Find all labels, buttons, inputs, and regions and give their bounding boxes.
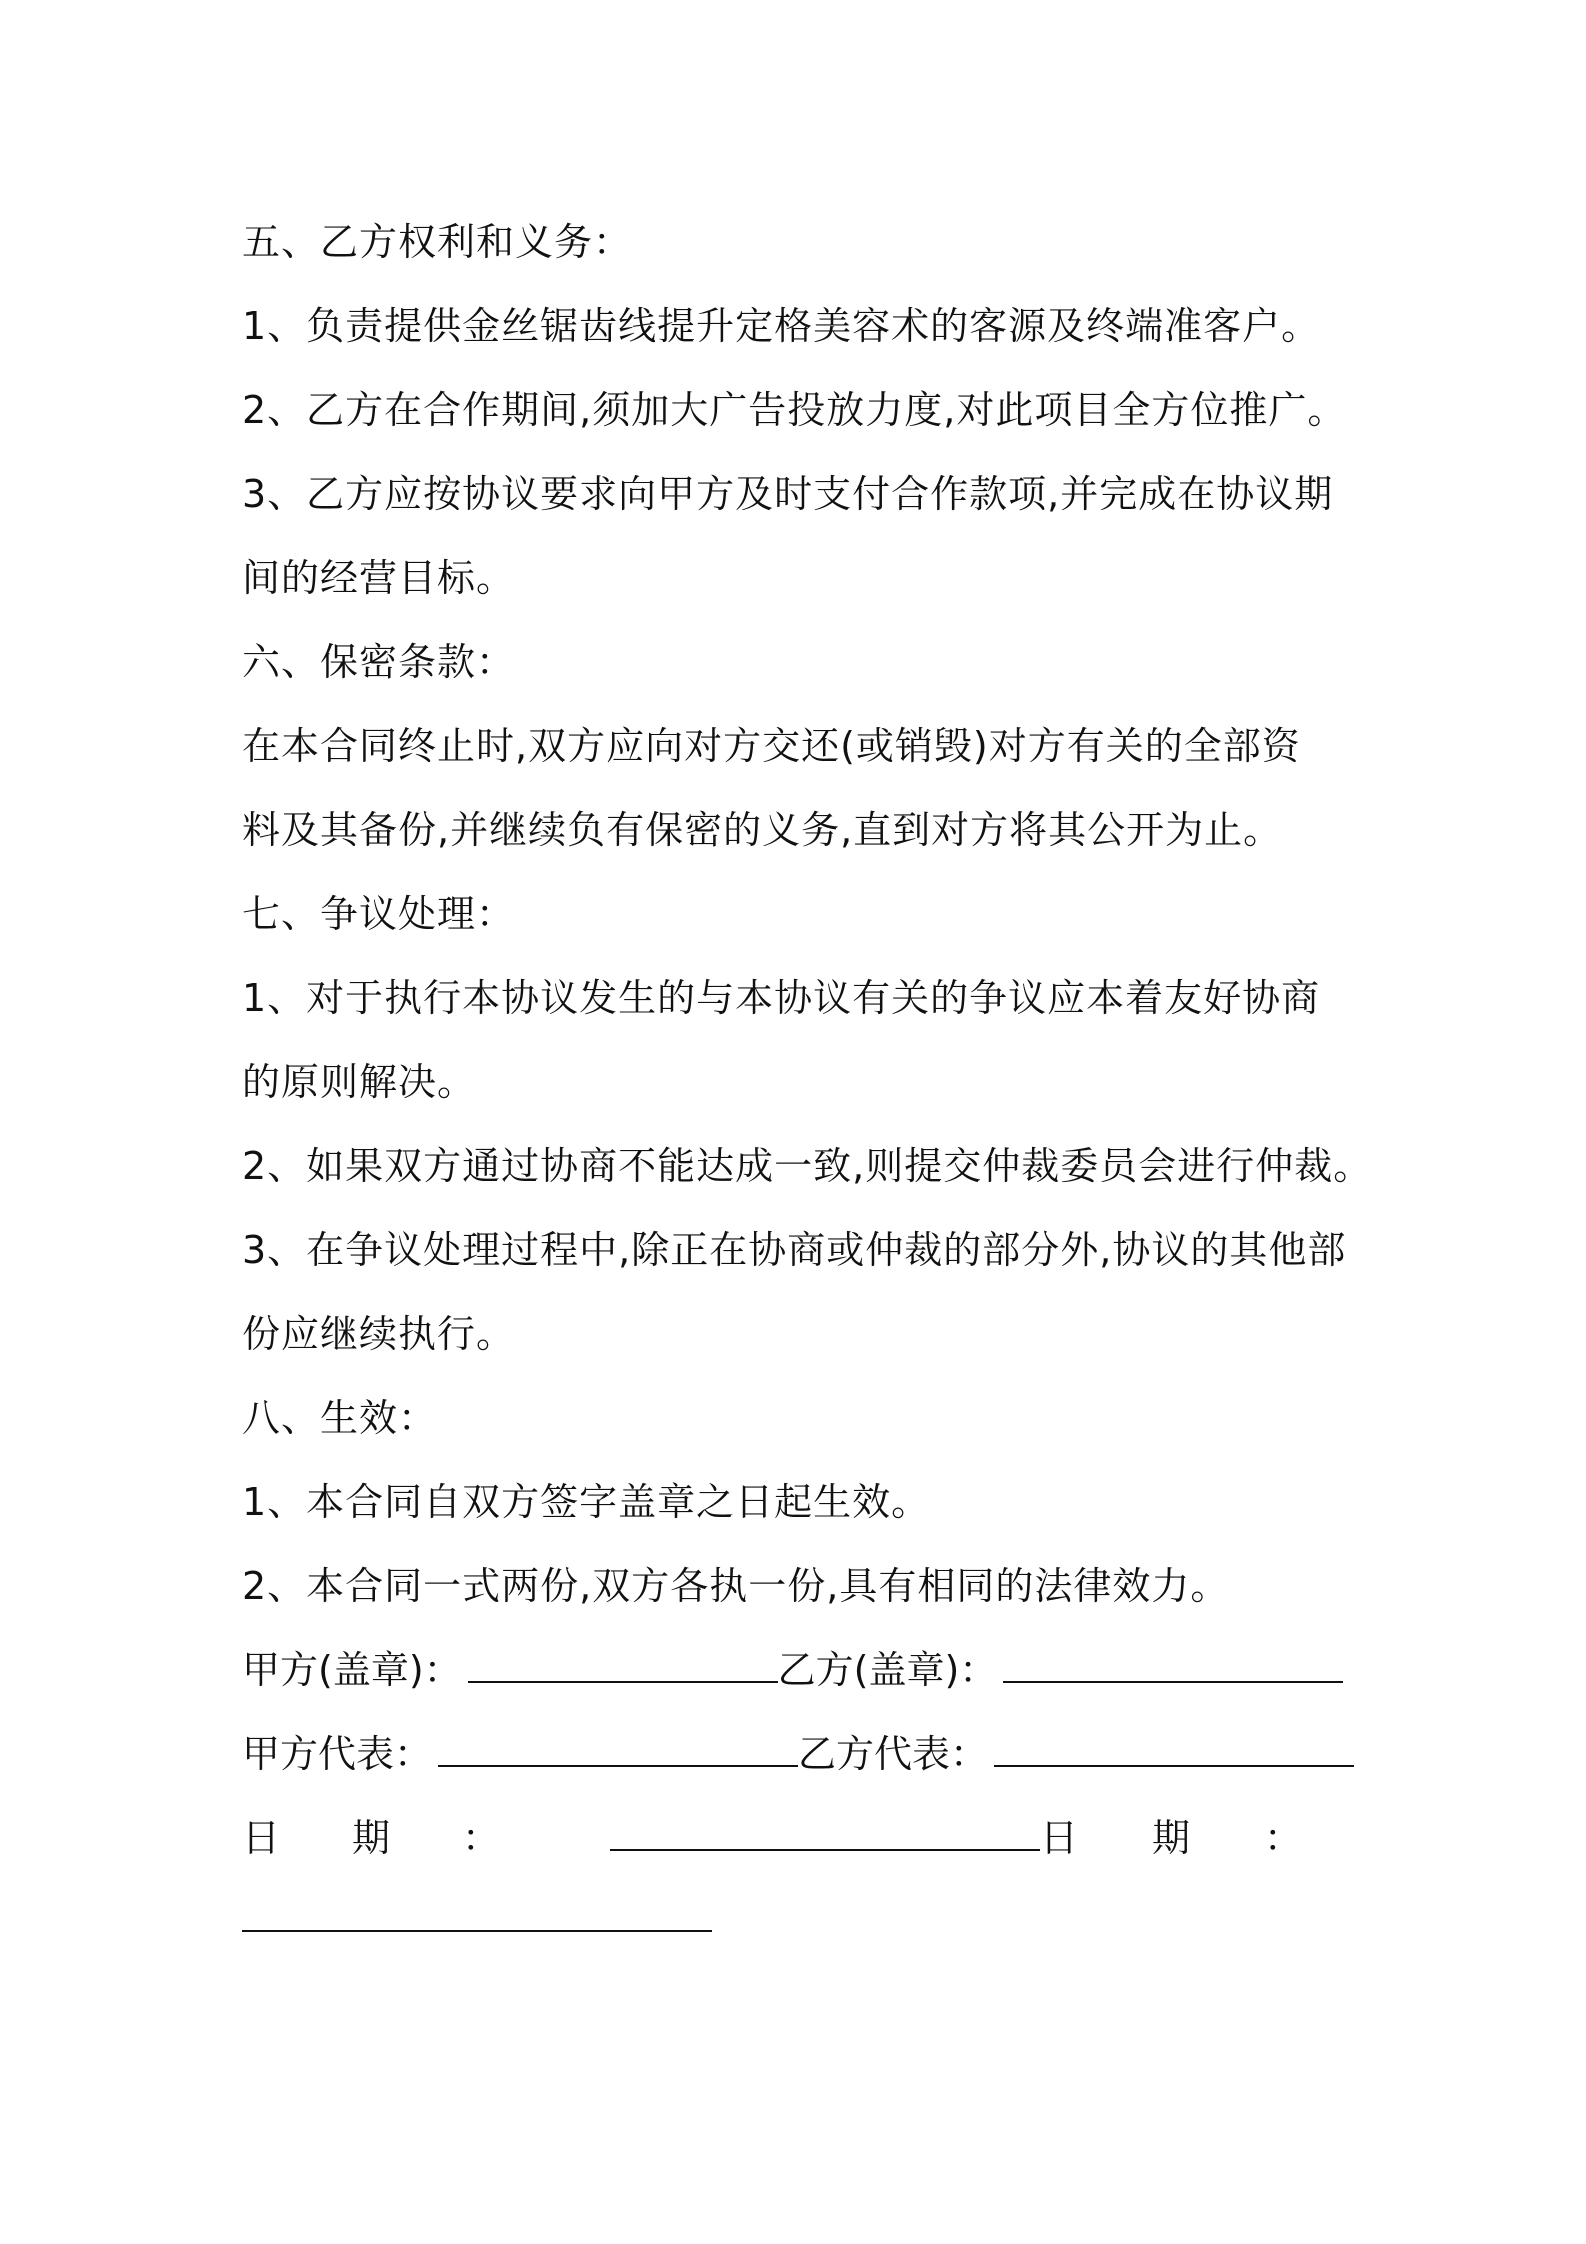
section-heading-seven: 七、争议处理：: [242, 892, 516, 936]
section-heading-six: 六、保密条款：: [242, 640, 516, 684]
clause-5-3-part1: 3、乙方应按协议要求向甲方及时支付合作款项,并完成在协议期: [242, 472, 1334, 516]
date-char-colon: ：: [461, 1816, 500, 1860]
clause-5-3-part2: 间的经营目标。: [242, 556, 516, 600]
date-row: [242, 1796, 1372, 1880]
section-heading-five: 五、乙方权利和义务：: [242, 220, 633, 264]
party-a-date-blank: [610, 1815, 1040, 1851]
party-b-seal-label: 乙方(盖章)：: [777, 1648, 998, 1692]
date-char-ri: 日: [1040, 1816, 1079, 1860]
party-b-rep-label: 乙方代表：: [798, 1732, 989, 1776]
clause-8-2: 2、本合同一式两份,双方各执一份,具有相同的法律效力。: [242, 1564, 1230, 1608]
party-b-date-blank-row: [242, 1880, 1372, 1964]
party-b-date-label: [1040, 1796, 1302, 1880]
contract-page: [242, 200, 1372, 1964]
party-a-seal-label: 甲方(盖章)：: [242, 1648, 462, 1692]
date-char-colon: ：: [1263, 1816, 1302, 1860]
clause-5-1: 1、负责提供金丝锯齿线提升定格美容术的客源及终端准客户。: [242, 304, 1321, 348]
clause-7-3-part1: 3、在争议处理过程中,除正在协商或仲裁的部分外,协议的其他部: [242, 1228, 1347, 1272]
clause-8-1: 1、本合同自双方签字盖章之日起生效。: [242, 1480, 931, 1524]
party-a-rep-label: 甲方代表：: [242, 1732, 433, 1776]
party-b-seal-blank: [1003, 1647, 1343, 1683]
seal-row: [242, 1628, 1372, 1712]
date-char-ri: 日: [242, 1816, 281, 1860]
party-a-date-label: [242, 1796, 500, 1880]
clause-5-2: 2、乙方在合作期间,须加大广告投放力度,对此项目全方位推广。: [242, 388, 1347, 432]
clause-7-1-part1: 1、对于执行本协议发生的与本协议有关的争议应本着友好协商: [242, 976, 1321, 1020]
clause-6-part2: 料及其备份,并继续负有保密的义务,直到对方将其公开为止。: [242, 808, 1283, 852]
clause-6-part1: 在本合同终止时,双方应向对方交还(或销毁)对方有关的全部资: [242, 724, 1301, 768]
date-char-qi: 期: [351, 1816, 390, 1860]
clause-7-2: 2、如果双方通过协商不能达成一致,则提交仲裁委员会进行仲裁。: [242, 1144, 1373, 1188]
date-char-qi: 期: [1151, 1816, 1190, 1860]
party-a-rep-blank: [438, 1731, 798, 1767]
party-b-rep-blank: [994, 1731, 1354, 1767]
clause-7-3-part2: 份应继续执行。: [242, 1312, 516, 1356]
party-b-date-blank: [242, 1896, 712, 1932]
party-a-seal-blank: [468, 1647, 778, 1683]
clause-7-1-part2: 的原则解决。: [242, 1060, 477, 1104]
section-heading-eight: 八、生效：: [242, 1396, 438, 1440]
representative-row: [242, 1712, 1372, 1796]
